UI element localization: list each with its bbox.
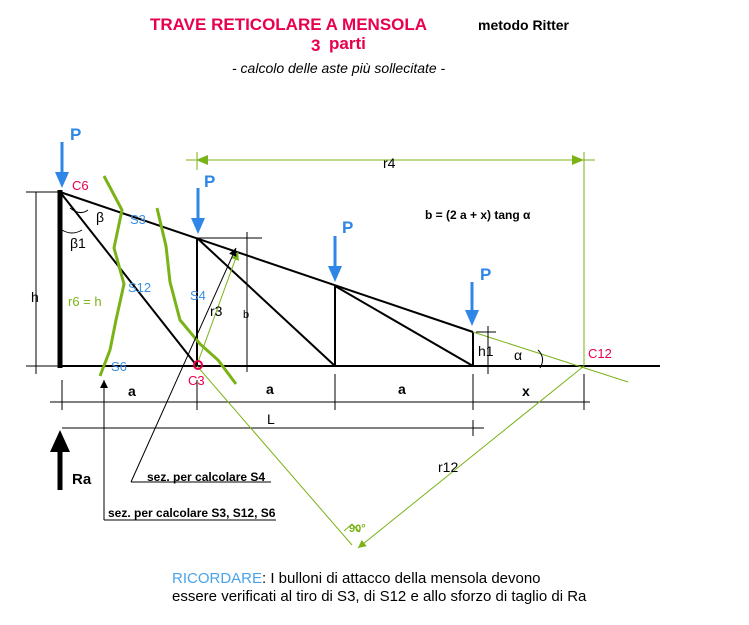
r12-arrow <box>358 366 584 548</box>
a-label-2: a <box>266 381 274 397</box>
parts-number: 3 <box>311 36 321 55</box>
reminder-line-1 <box>172 570 541 587</box>
node-c3: C3 <box>188 373 205 388</box>
note-section-s4: sez. per calcolare S4 <box>147 470 266 484</box>
bar-s12: S12 <box>128 280 152 295</box>
r12-label: r12 <box>438 459 459 475</box>
r3-label: r3 <box>210 303 223 319</box>
method-label: metodo Ritter <box>478 17 569 33</box>
load-label-4: P <box>480 265 492 284</box>
formula-b: b = (2 a + x) tang α <box>425 208 531 222</box>
beta1-label: β1 <box>70 235 86 251</box>
reminder-line-1-text: : I bulloni di attacco della mensola devono <box>262 570 541 587</box>
note-section-s3: sez. per calcolare S3, S12, S6 <box>108 506 276 520</box>
bar-s6: S6 <box>111 359 127 374</box>
load-arrow-1 <box>55 142 69 188</box>
reaction-ra-head <box>50 430 70 452</box>
a-label-3: a <box>398 381 406 397</box>
diagonal-s12 <box>60 192 197 366</box>
x-label: x <box>522 383 530 399</box>
beta1-arc <box>62 230 82 233</box>
r4-label: r4 <box>383 155 396 171</box>
load-label-2: P <box>204 172 216 191</box>
b-label: b <box>243 309 250 321</box>
h-label: h <box>31 289 39 305</box>
load-arrow-4 <box>465 282 479 326</box>
angle-90-label: 90° <box>349 523 366 535</box>
load-label-1: P <box>70 125 82 144</box>
h1-label: h1 <box>478 343 494 359</box>
subtitle: - calcolo delle aste più sollecitate - <box>232 60 446 76</box>
L-label: L <box>267 411 275 427</box>
bar-s3: S3 <box>130 212 146 227</box>
node-c6: C6 <box>72 178 89 193</box>
beta-label: β <box>96 209 105 225</box>
alpha-label: α <box>514 347 523 363</box>
bar-s4: S4 <box>190 288 206 303</box>
r6-label: r6 = h <box>68 294 102 309</box>
reminder-line-2: essere verificati al tiro di S3, di S12 e allo sforzo di taglio di Ra <box>172 588 587 605</box>
diagonal-2 <box>197 238 335 366</box>
node-c12: C12 <box>588 346 612 361</box>
ra-label: Ra <box>72 471 92 488</box>
load-arrow-3 <box>328 236 342 282</box>
main-title: TRAVE RETICOLARE A MENSOLA <box>150 15 428 34</box>
load-arrow-2 <box>191 188 205 234</box>
parts-word: parti <box>329 34 366 53</box>
load-label-3: P <box>342 218 354 237</box>
load-arrows <box>55 142 479 326</box>
reminder-keyword: RICORDARE <box>172 570 263 587</box>
a-label-1: a <box>128 383 136 399</box>
